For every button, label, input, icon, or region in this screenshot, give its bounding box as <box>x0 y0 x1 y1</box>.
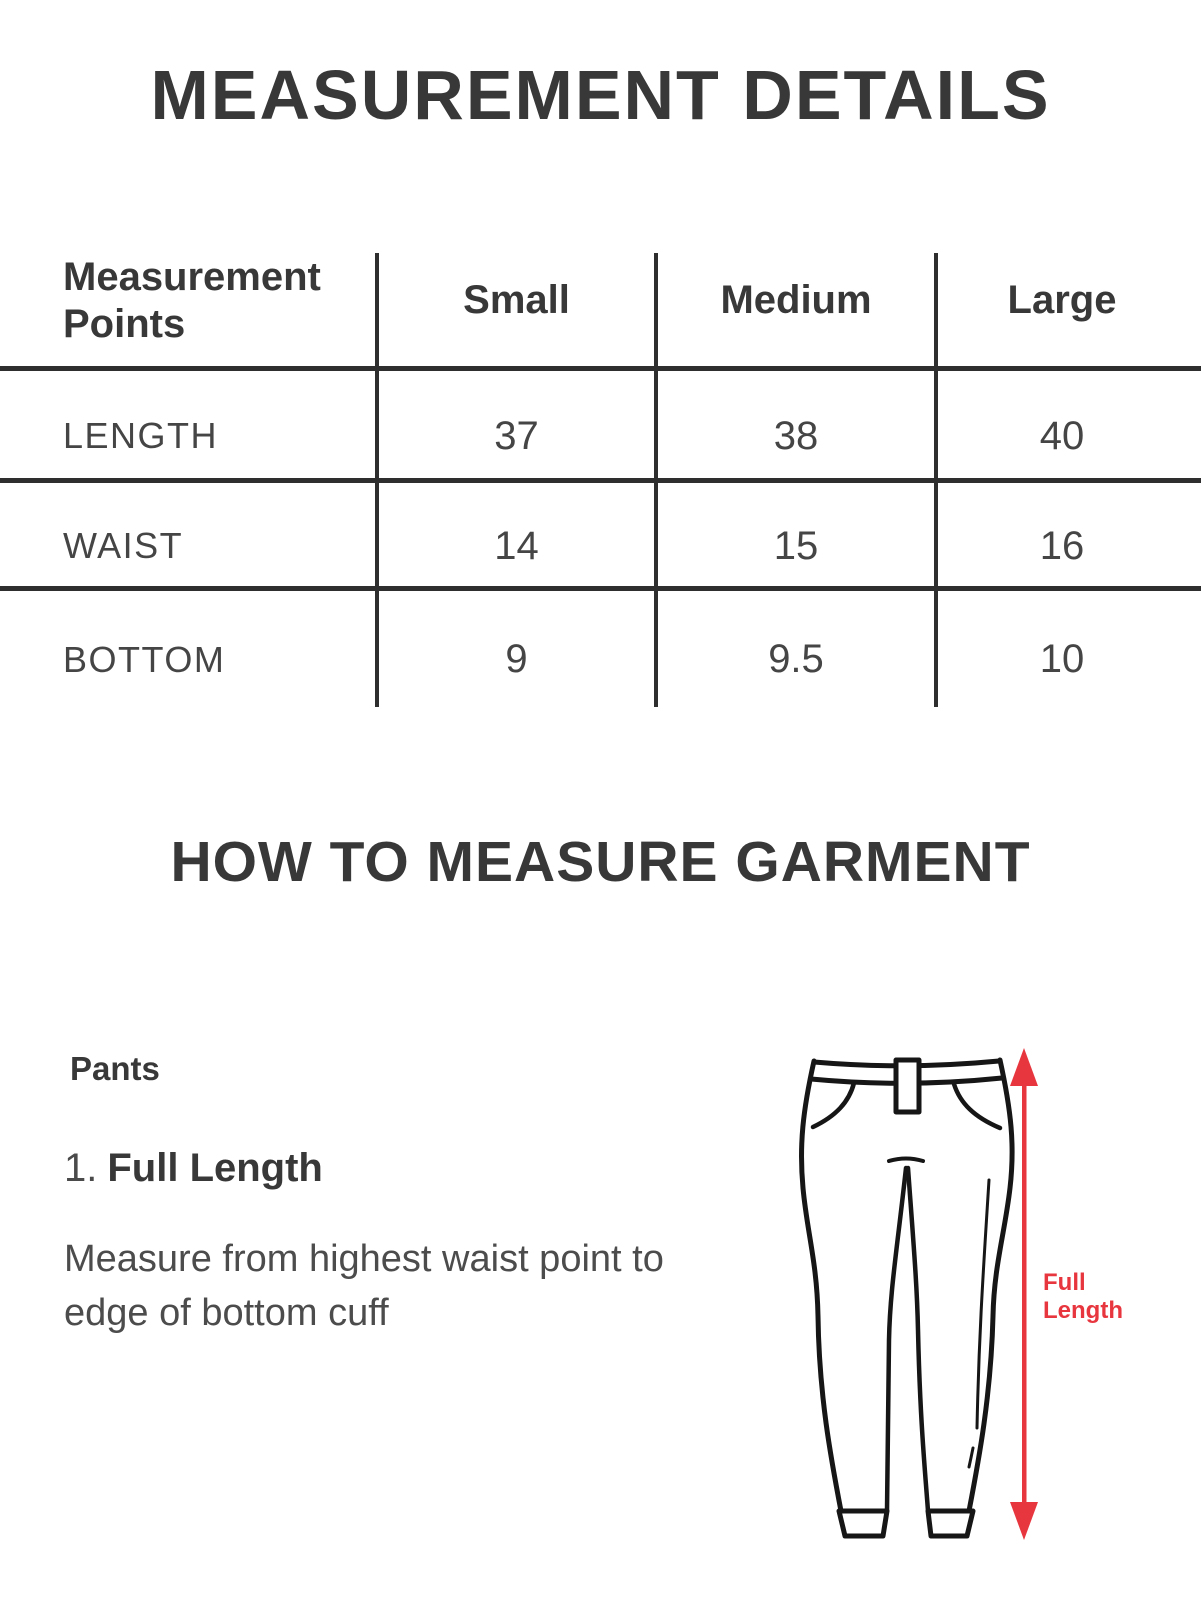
section-title: HOW TO MEASURE GARMENT <box>170 830 1031 894</box>
step-heading <box>64 1146 323 1191</box>
page-title: MEASUREMENT DETAILS <box>150 56 1051 134</box>
bottom-medium-value: 9.5 <box>768 637 824 681</box>
waist-small-value: 14 <box>494 523 539 568</box>
column-header-small: Small <box>463 278 570 322</box>
full-length-arrow <box>1010 1048 1038 1540</box>
fly-line <box>889 1159 923 1162</box>
left-outer-seam <box>801 1061 841 1511</box>
column-header-large: Large <box>1007 278 1117 322</box>
column-header-medium: Medium <box>720 278 872 322</box>
row-label-length: LENGTH <box>63 415 219 456</box>
table-column-divider-2 <box>654 253 658 707</box>
right-outer-seam <box>969 1060 1012 1511</box>
arrow-head-up <box>1010 1048 1038 1086</box>
step-description: Measure from highest waist point to edge of bottom cuff <box>64 1238 664 1334</box>
waist-large-value: 16 <box>1039 523 1085 568</box>
pants-illustration <box>760 1020 1080 1560</box>
garment-name-label: Pants <box>70 1050 160 1087</box>
right-leg-crease-dash <box>969 1448 973 1467</box>
right-pocket-curve <box>954 1084 1000 1128</box>
full-length-arrow-label: Full Length <box>1043 1269 1123 1324</box>
arrow-shaft <box>1022 1082 1027 1506</box>
table-rule-below-length <box>0 478 1201 483</box>
length-large-value: 40 <box>1039 413 1085 458</box>
bottom-small-value: 9 <box>505 637 528 681</box>
left-inner-seam <box>887 1168 906 1511</box>
waist-medium-value: 15 <box>773 523 819 568</box>
table-rule-below-waist <box>0 586 1201 591</box>
row-label-bottom: BOTTOM <box>63 638 226 680</box>
arrow-head-down <box>1010 1502 1038 1540</box>
left-cuff <box>839 1511 887 1536</box>
right-inner-seam <box>908 1168 928 1511</box>
left-pocket-curve <box>813 1083 854 1127</box>
measurement-table <box>0 253 1201 707</box>
belt-tab <box>896 1060 919 1112</box>
table-column-divider-3 <box>934 253 938 707</box>
table-column-divider-1 <box>375 253 379 707</box>
length-medium-value: 38 <box>773 413 819 458</box>
right-cuff <box>928 1511 973 1536</box>
row-label-waist: WAIST <box>63 525 184 566</box>
table-rule-below-header <box>0 366 1201 371</box>
step-title: Full Length <box>107 1146 323 1190</box>
length-small-value: 37 <box>494 413 539 458</box>
bottom-large-value: 10 <box>1039 637 1085 681</box>
step-number: 1. <box>64 1146 98 1190</box>
column-header-measurement-points: Measurement Points <box>63 255 321 346</box>
